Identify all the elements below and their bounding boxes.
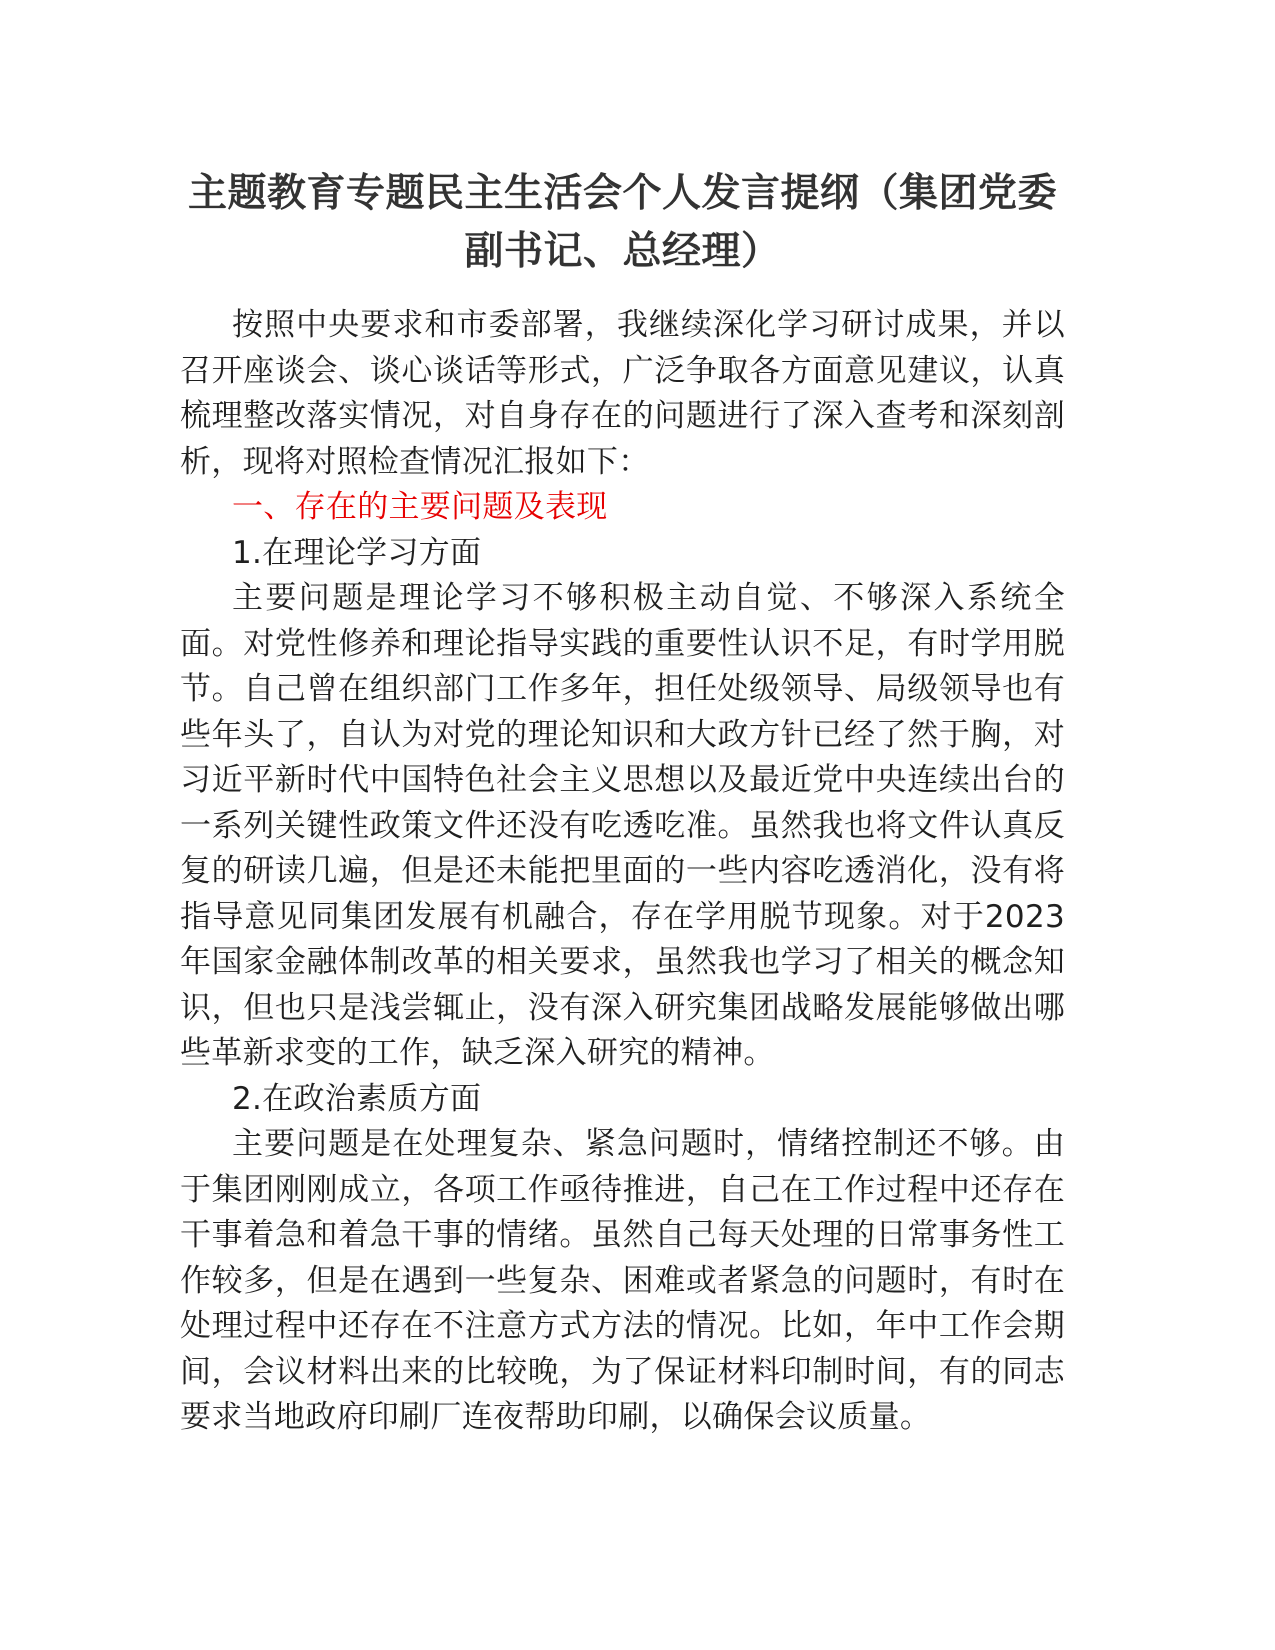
subheading-political-quality: 2.在政治素质方面 <box>232 1080 482 1117</box>
document-title: 主题教育专题民主生活会个人发言提纲（集团党委副书记、总经理） <box>187 171 1057 274</box>
intro-paragraph: 按照中央要求和市委部署，我继续深化学习研讨成果，并以召开座谈会、谈心谈话等形式，广泛争取各方面意见建议，认真梳理整改落实情况，对自身存在的问题进行了深入查考和深刻剖析，现将对照检查情况汇报如下： <box>180 307 1065 480</box>
section-heading-problems: 一、存在的主要问题及表现 <box>232 489 608 525</box>
subheading-theory-study: 1.在理论学习方面 <box>232 534 482 571</box>
paragraph-political-quality: 主要问题是在处理复杂、紧急问题时，情绪控制还不够。由于集团刚刚成立，各项工作亟待推进，自己在工作过程中还存在干事着急和着急干事的情绪。虽然自己每天处理的日常事务性工作较多，但是在遇到一些复杂、困难或者紧急的问题时，有时在处理过程中还存在不注意方式方法的情况。比如，年中工作会期间，会议材料出来的比较晚，为了保证材料印制时间，有的同志要求当地政府印刷厂连夜帮助印刷，以确保会议质量。 <box>180 1126 1065 1435</box>
document-page <box>180 165 1065 1441</box>
paragraph-theory-study: 主要问题是理论学习不够积极主动自觉、不够深入系统全面。对党性修养和理论指导实践的重要性认识不足，有时学用脱节。自己曾在组织部门工作多年，担任处级领导、局级领导也有些年头了，自认为对党的理论知识和大政方针已经了然于胸，对习近平新时代中国特色社会主义思想以及最近党中央连续出台的一系列关键性政策文件还没有吃透吃准。虽然我也将文件认真反复的研读几遍，但是还未能把里面的一些内容吃透消化，没有将指导意见同集团发展有机融合，存在学用脱节现象。对于2023年国家金融体制改革的相关要求，虽然我也学习了相关的概念知识，但也只是浅尝辄止，没有深入研究集团战略发展能够做出哪些革新求变的工作，缺乏深入研究的精神。 <box>180 580 1065 1071</box>
